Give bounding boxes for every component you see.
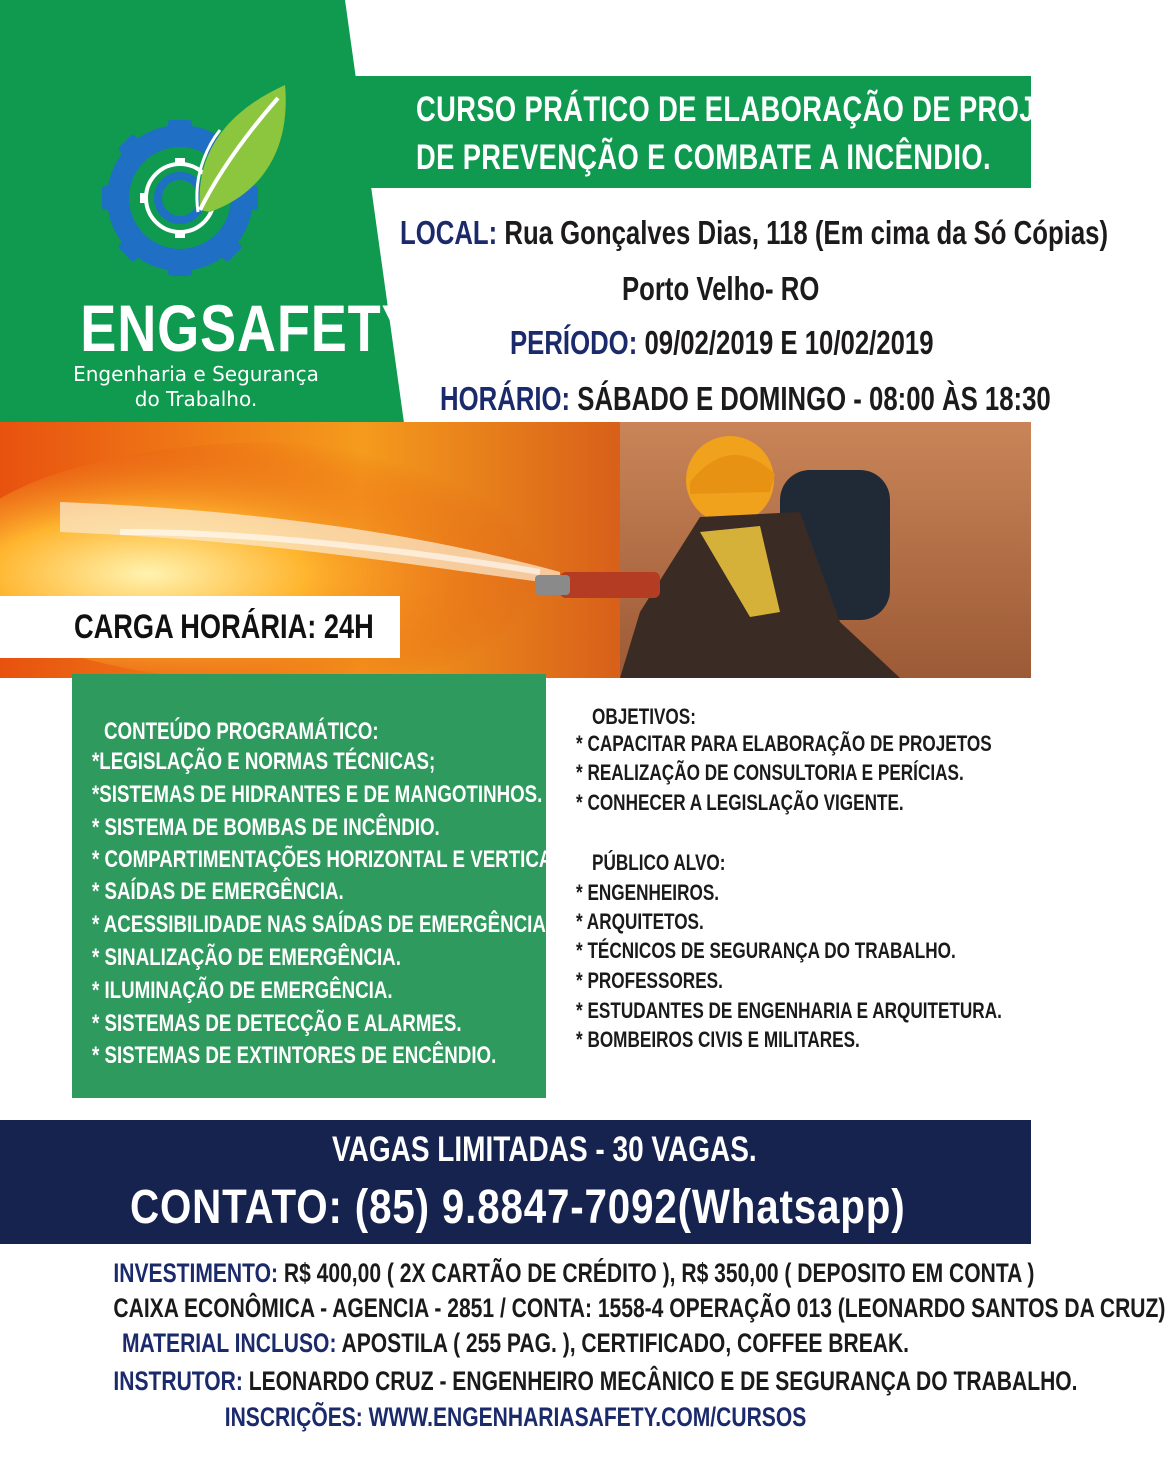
tagline-line2: do Trabalho. xyxy=(134,387,258,411)
conteudo-title: CONTEÚDO PROGRAMÁTICO: xyxy=(104,718,379,745)
course-title-line1: CURSO PRÁTICO DE ELABORAÇÃO DE PROJETO xyxy=(416,90,1092,129)
publico-item: * ENGENHEIROS. xyxy=(576,880,720,905)
gear-leaf-logo xyxy=(100,80,290,280)
objetivo-item: * CONHECER A LEGISLAÇÃO VIGENTE. xyxy=(576,790,904,815)
material-line xyxy=(113,1328,917,1359)
brand-tagline xyxy=(66,362,326,412)
publico-title: PÚBLICO ALVO: xyxy=(592,850,726,875)
periodo-value: 09/02/2019 E 10/02/2019 xyxy=(637,324,934,361)
instrutor-label: INSTRUTOR: xyxy=(113,1366,243,1396)
inscricoes-link[interactable]: WWW.ENGENHARIASAFETY.COM/CURSOS xyxy=(362,1402,807,1432)
local-line xyxy=(400,214,1108,252)
local-value: Rua Gonçalves Dias, 118 (Em cima da Só Cópias) xyxy=(497,214,1109,251)
material-value: APOSTILA ( 255 PAG. ), CERTIFICADO, COFFEE BREAK. xyxy=(336,1328,910,1358)
objetivo-item: * REALIZAÇÃO DE CONSULTORIA E PERÍCIAS. xyxy=(576,760,964,785)
tagline-line1: Engenharia e Segurança xyxy=(73,362,319,386)
instrutor-value: LEONARDO CRUZ - ENGENHEIRO MECÂNICO E DE SEGURANÇA DO TRABALHO. xyxy=(242,1366,1078,1396)
investimento-value: R$ 400,00 ( 2X CARTÃO DE CRÉDITO ), R$ 350,00 ( DEPOSITO EM CONTA ) xyxy=(278,1258,1035,1288)
course-title-line2: DE PREVENÇÃO E COMBATE A INCÊNDIO. xyxy=(416,138,991,177)
banco-line: CAIXA ECONÔMICA - AGENCIA - 2851 / CONTA: 1558-4 OPERAÇÃO 013 (LEONARDO SANTOS DA CRUZ) xyxy=(113,1293,1165,1323)
conteudo-item: * ACESSIBILIDADE NAS SAÍDAS DE EMERGÊNCIA. xyxy=(92,911,552,938)
publico-item: * ARQUITETOS. xyxy=(576,909,704,934)
periodo-label: PERÍODO: xyxy=(510,324,638,361)
conteudo-item: * SISTEMAS DE EXTINTORES DE ENCÊNDIO. xyxy=(92,1042,497,1069)
brand-name: ENGSAFETY xyxy=(80,291,419,365)
inscricoes-line[interactable] xyxy=(113,1402,917,1433)
material-label: MATERIAL INCLUSO: xyxy=(121,1328,337,1358)
investimento-label: INVESTIMENTO: xyxy=(113,1258,279,1288)
contato-whatsapp: CONTATO: (85) 9.8847-7092(Whatsapp) xyxy=(130,1181,906,1234)
horario-value: SÁBADO E DOMINGO - 08:00 ÀS 18:30 xyxy=(570,380,1051,417)
publico-item: * PROFESSORES. xyxy=(576,968,723,993)
carga-horaria: CARGA HORÁRIA: 24H xyxy=(74,608,374,646)
publico-item: * ESTUDANTES DE ENGENHARIA E ARQUITETURA. xyxy=(576,998,1002,1023)
periodo-line xyxy=(510,324,934,362)
course-title-band xyxy=(340,76,1092,188)
instrutor-line xyxy=(113,1366,1078,1397)
conteudo-item: *LEGISLAÇÃO E NORMAS TÉCNICAS; xyxy=(92,748,436,775)
conteudo-item: * ILUMINAÇÃO DE EMERGÊNCIA. xyxy=(92,977,393,1004)
inscricoes-label: INSCRIÇÕES: xyxy=(224,1402,363,1432)
investimento-line xyxy=(113,1258,1035,1289)
horario-line xyxy=(440,380,1051,418)
conteudo-item: * SISTEMAS DE DETECÇÃO E ALARMES. xyxy=(92,1010,462,1037)
conteudo-item: * COMPARTIMENTAÇÕES HORIZONTAL E VERTICAL. xyxy=(92,846,570,873)
publico-item: * BOMBEIROS CIVIS E MILITARES. xyxy=(576,1027,860,1052)
conteudo-item: *SISTEMAS DE HIDRANTES E DE MANGOTINHOS. xyxy=(92,781,543,808)
vagas-limitadas: VAGAS LIMITADAS - 30 VAGAS. xyxy=(332,1130,757,1169)
horario-label: HORÁRIO: xyxy=(440,380,571,417)
local-label: LOCAL: xyxy=(400,214,498,251)
conteudo-item: * SINALIZAÇÃO DE EMERGÊNCIA. xyxy=(92,944,401,971)
city-line: Porto Velho- RO xyxy=(622,270,820,307)
conteudo-item: * SISTEMA DE BOMBAS DE INCÊNDIO. xyxy=(92,814,440,841)
publico-item: * TÉCNICOS DE SEGURANÇA DO TRABALHO. xyxy=(576,938,956,963)
conteudo-item: * SAÍDAS DE EMERGÊNCIA. xyxy=(92,878,344,905)
objetivos-title: OBJETIVOS: xyxy=(592,704,696,729)
objetivo-item: * CAPACITAR PARA ELABORAÇÃO DE PROJETOS xyxy=(576,731,992,756)
